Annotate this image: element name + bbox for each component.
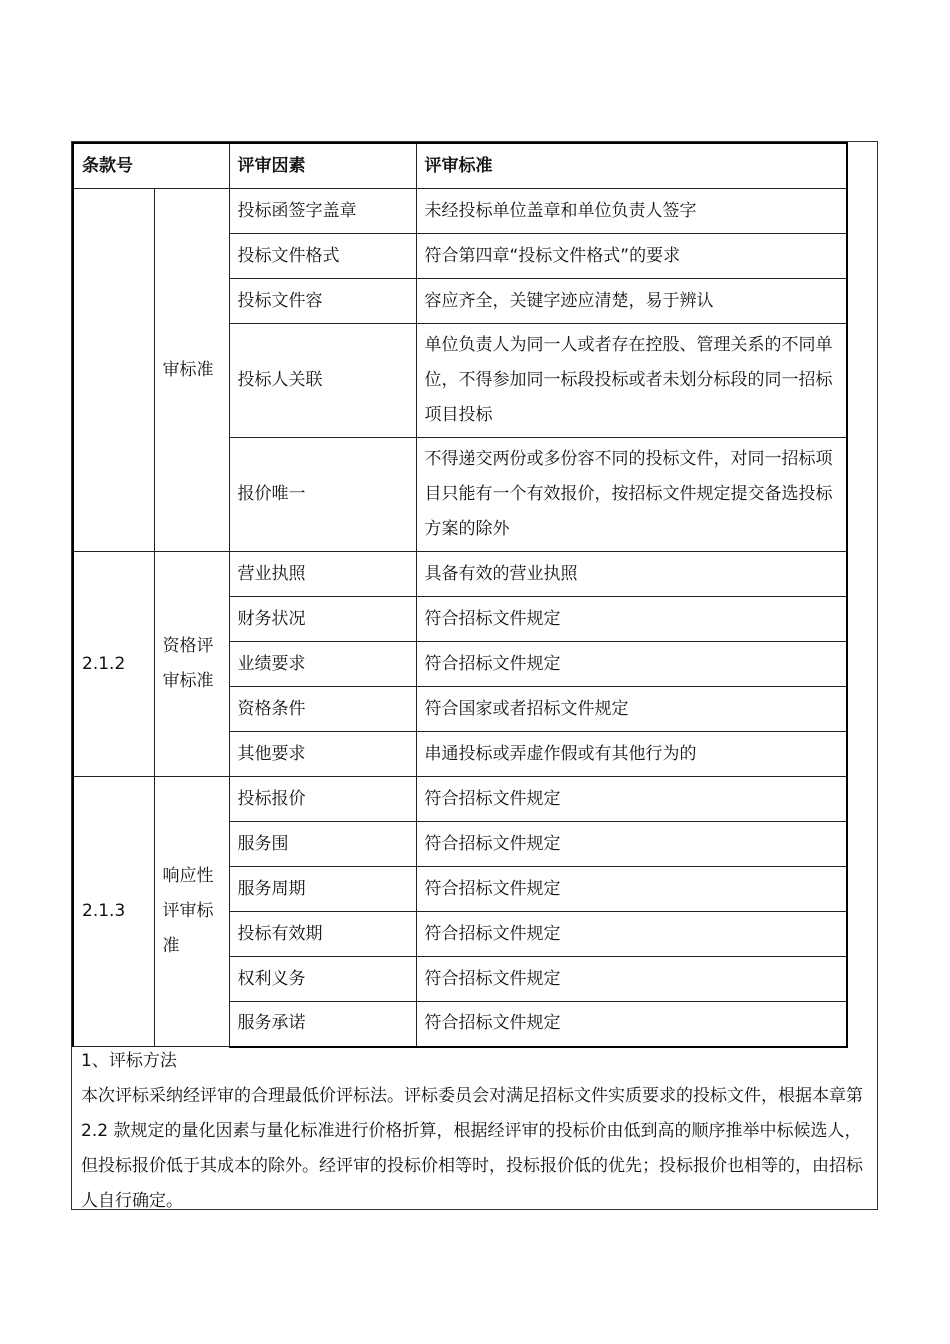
row-standard: 不得递交两份或多份容不同的投标文件，对同一招标项目只能有一个有效报价，按招标文件规定提交备选投标方案的除外 — [416, 438, 847, 552]
row-factor: 投标函签字盖章 — [229, 189, 416, 234]
row-standard: 符合第四章“投标文件格式”的要求 — [416, 234, 847, 279]
row-standard: 串通投标或弄虚作假或有其他行为的 — [416, 732, 847, 777]
row-standard: 符合招标文件规定 — [416, 822, 847, 867]
row-standard: 符合招标文件规定 — [416, 912, 847, 957]
table-row — [73, 777, 847, 822]
section-number: 2.1.2 — [73, 552, 154, 777]
header-standard: 评审标准 — [416, 143, 847, 189]
header-factor: 评审因素 — [229, 143, 416, 189]
row-factor: 业绩要求 — [229, 642, 416, 687]
table-row — [73, 552, 847, 597]
row-standard: 容应齐全，关键字迹应清楚，易于辨认 — [416, 279, 847, 324]
row-factor: 投标人关联 — [229, 324, 416, 438]
row-factor: 财务状况 — [229, 597, 416, 642]
evaluation-method-section — [81, 1044, 873, 1219]
row-factor: 投标文件容 — [229, 279, 416, 324]
method-heading: 1、评标方法 — [81, 1051, 177, 1071]
row-standard: 单位负责人为同一人或者存在控股、管理关系的不同单位，不得参加同一标段投标或者未划分标段的同一招标项目投标 — [416, 324, 847, 438]
row-factor: 投标报价 — [229, 777, 416, 822]
row-factor: 权利义务 — [229, 957, 416, 1002]
evaluation-table — [72, 142, 848, 1048]
row-factor: 服务承诺 — [229, 1002, 416, 1047]
row-factor: 投标文件格式 — [229, 234, 416, 279]
row-standard: 符合招标文件规定 — [416, 867, 847, 912]
row-factor: 资格条件 — [229, 687, 416, 732]
row-standard: 符合招标文件规定 — [416, 777, 847, 822]
header-clause: 条款号 — [73, 143, 229, 189]
section-category: 审标准 — [154, 189, 229, 552]
table-row — [73, 189, 847, 234]
row-standard: 符合招标文件规定 — [416, 642, 847, 687]
row-standard: 未经投标单位盖章和单位负责人签字 — [416, 189, 847, 234]
row-factor: 服务围 — [229, 822, 416, 867]
row-factor: 投标有效期 — [229, 912, 416, 957]
row-standard: 具备有效的营业执照 — [416, 552, 847, 597]
row-standard: 符合招标文件规定 — [416, 1002, 847, 1047]
method-body: 本次评标采纳经评审的合理最低价评标法。评标委员会对满足招标文件实质要求的投标文件，根据本章第 2.2 款规定的量化因素与量化标准进行价格折算，根据经评审的投标价由低到高的顺序推举中标候选人，但投标报价低于其成本的除外。经评审的投标价相等时，投标报价低的优先；投标报价也相等的，由招标人自行确定。 — [81, 1086, 863, 1211]
row-standard: 符合招标文件规定 — [416, 957, 847, 1002]
row-factor: 服务周期 — [229, 867, 416, 912]
row-factor: 其他要求 — [229, 732, 416, 777]
row-factor: 营业执照 — [229, 552, 416, 597]
table-header-row — [73, 143, 847, 189]
row-factor: 报价唯一 — [229, 438, 416, 552]
section-number: 2.1.3 — [73, 777, 154, 1047]
section-category: 响应性评审标准 — [154, 777, 229, 1047]
section-number — [73, 189, 154, 552]
section-category: 资格评审标准 — [154, 552, 229, 777]
row-standard: 符合国家或者招标文件规定 — [416, 687, 847, 732]
row-standard: 符合招标文件规定 — [416, 597, 847, 642]
